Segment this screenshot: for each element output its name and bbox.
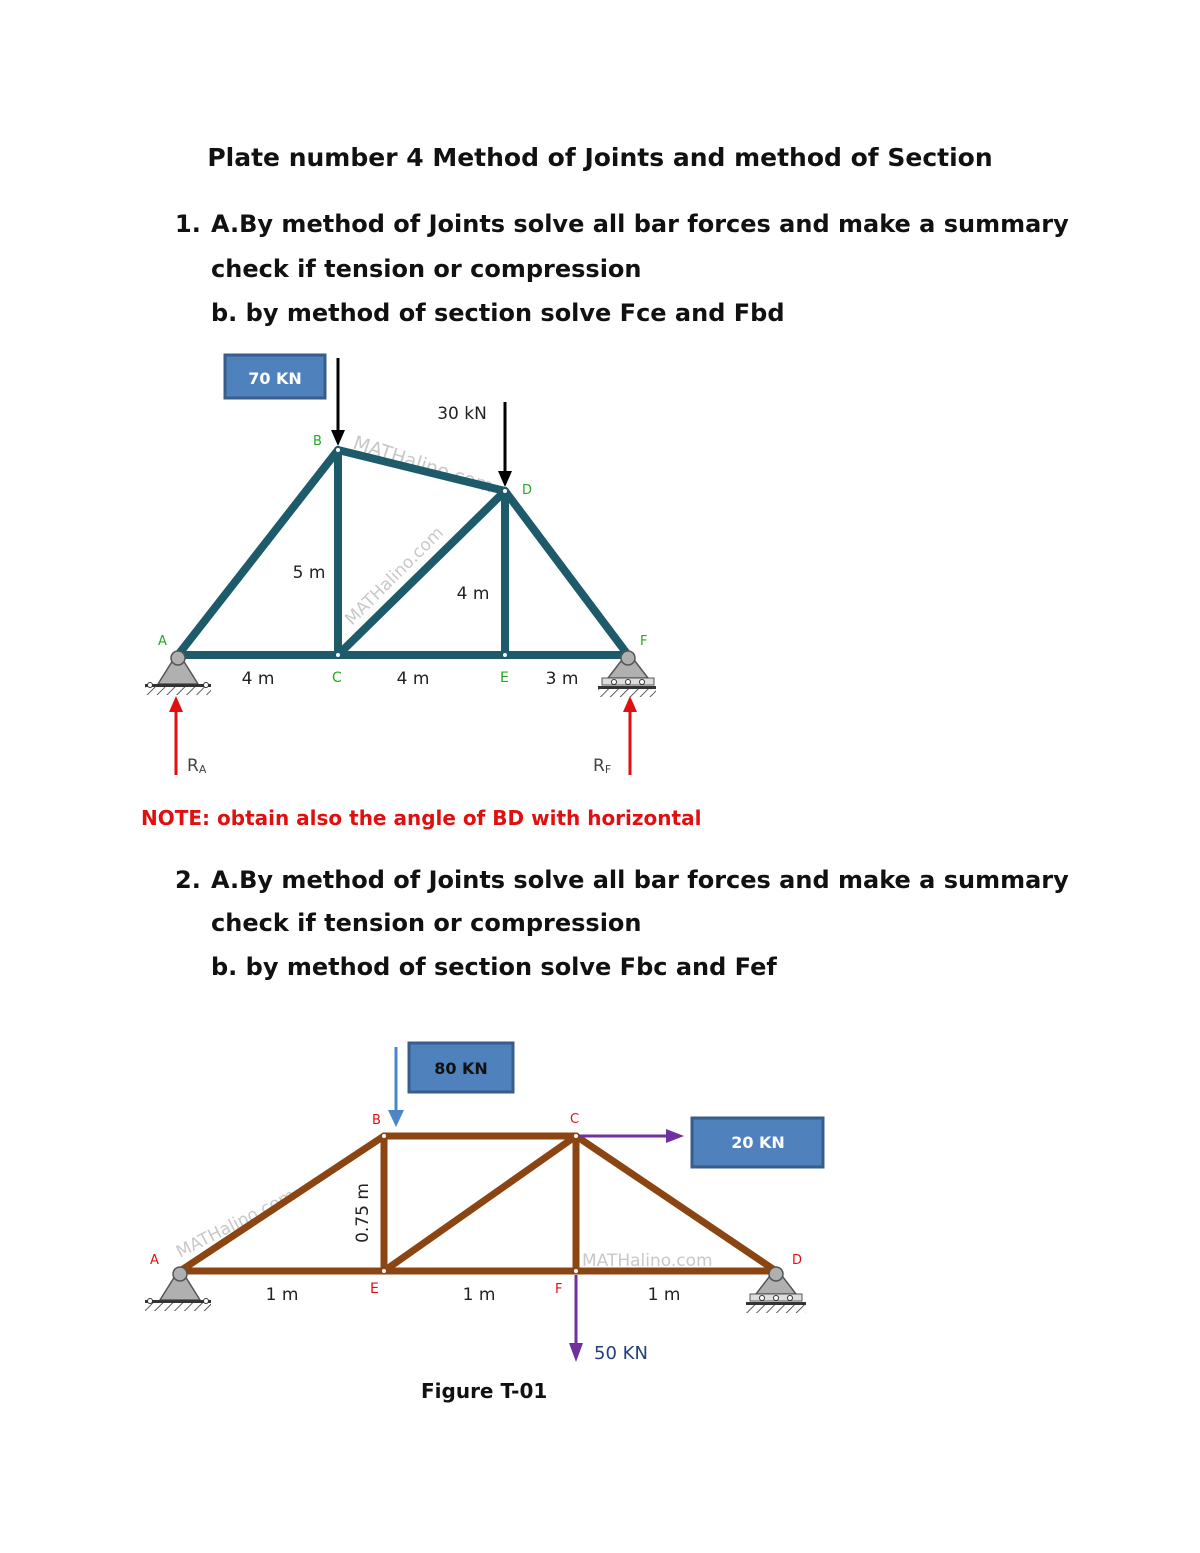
member-ec-2 (384, 1136, 576, 1271)
arrowhead-f2-icon (569, 1343, 583, 1362)
arrowhead-d-icon (498, 471, 512, 487)
problem-1-line-2: check if tension or compression (211, 255, 642, 283)
load-label-50kn: 50 KN (594, 1343, 648, 1364)
load-box-20kn-label: 20 KN (731, 1133, 785, 1152)
dim-height-2: 0.75 m (353, 1183, 373, 1243)
arrowhead-c2-icon (666, 1129, 684, 1143)
joint-f-label: F (640, 634, 648, 649)
watermark-1b: MATHalino.com (341, 523, 448, 630)
watermark-2b: MATHalino.com (582, 1251, 713, 1271)
load-label-30kn: 30 kN (437, 404, 487, 424)
problem-2-number: 2. (175, 866, 201, 894)
problem-2-line-1: A.By method of Joints solve all bar forces and make a summary (211, 866, 1069, 894)
note-text: NOTE: obtain also the angle of BD with horizontal (141, 806, 702, 830)
member-df (505, 491, 628, 655)
problem-2-line-3: b. by method of section solve Fbc and Fef (211, 953, 777, 981)
dim-ef-2: 1 m (462, 1285, 496, 1305)
watermark-1a: MATHalino.com (350, 431, 497, 498)
page-title: Plate number 4 Method of Joints and method of Section (207, 143, 993, 172)
truss-figure-2 (145, 1043, 823, 1364)
arrowhead-ra-icon (169, 696, 183, 712)
dim-fd-2: 1 m (647, 1285, 681, 1305)
reaction-ra-label: RA (187, 756, 207, 776)
joint-c-label: C (332, 670, 342, 686)
joint-b2-label: B (372, 1113, 381, 1128)
problem-1-line-1: A.By method of Joints solve all bar forces and make a summary (211, 210, 1069, 238)
problem-1-line-3: b. by method of section solve Fce and Fbd (211, 299, 785, 327)
member-ab (178, 450, 338, 655)
truss-figure-1 (145, 355, 656, 776)
load-box-70kn-label: 70 KN (248, 369, 302, 388)
figure-caption: Figure T-01 (421, 1379, 548, 1403)
watermark-2a: MATHalino.com (173, 1185, 299, 1263)
problem-1-number: 1. (175, 210, 201, 238)
arrowhead-b-icon (331, 430, 345, 446)
joint-d2-label: D (792, 1253, 803, 1268)
joint-b-label: B (313, 434, 322, 449)
dim-ac: 4 m (241, 669, 275, 689)
member-cd (338, 491, 505, 655)
problem-2-line-2: check if tension or compression (211, 909, 642, 937)
load-box-80kn-label: 80 KN (434, 1059, 488, 1078)
dim-de: 4 m (456, 584, 490, 604)
reaction-rf-label: RF (593, 756, 612, 776)
arrowhead-rf-icon (623, 696, 637, 712)
joint-c2-label: C (570, 1112, 580, 1127)
joint-e2-label: E (370, 1281, 379, 1297)
arrowhead-b2-icon (388, 1110, 404, 1127)
dim-ce: 4 m (396, 669, 430, 689)
joint-e-label: E (500, 670, 509, 686)
joint-f2-label: F (555, 1282, 563, 1297)
joint-a-label: A (158, 634, 167, 649)
dim-bc: 5 m (292, 563, 326, 583)
dim-ae-2: 1 m (265, 1285, 299, 1305)
joint-a2-label: A (150, 1253, 159, 1268)
joint-d-label: D (522, 483, 533, 498)
dim-ef: 3 m (545, 669, 579, 689)
